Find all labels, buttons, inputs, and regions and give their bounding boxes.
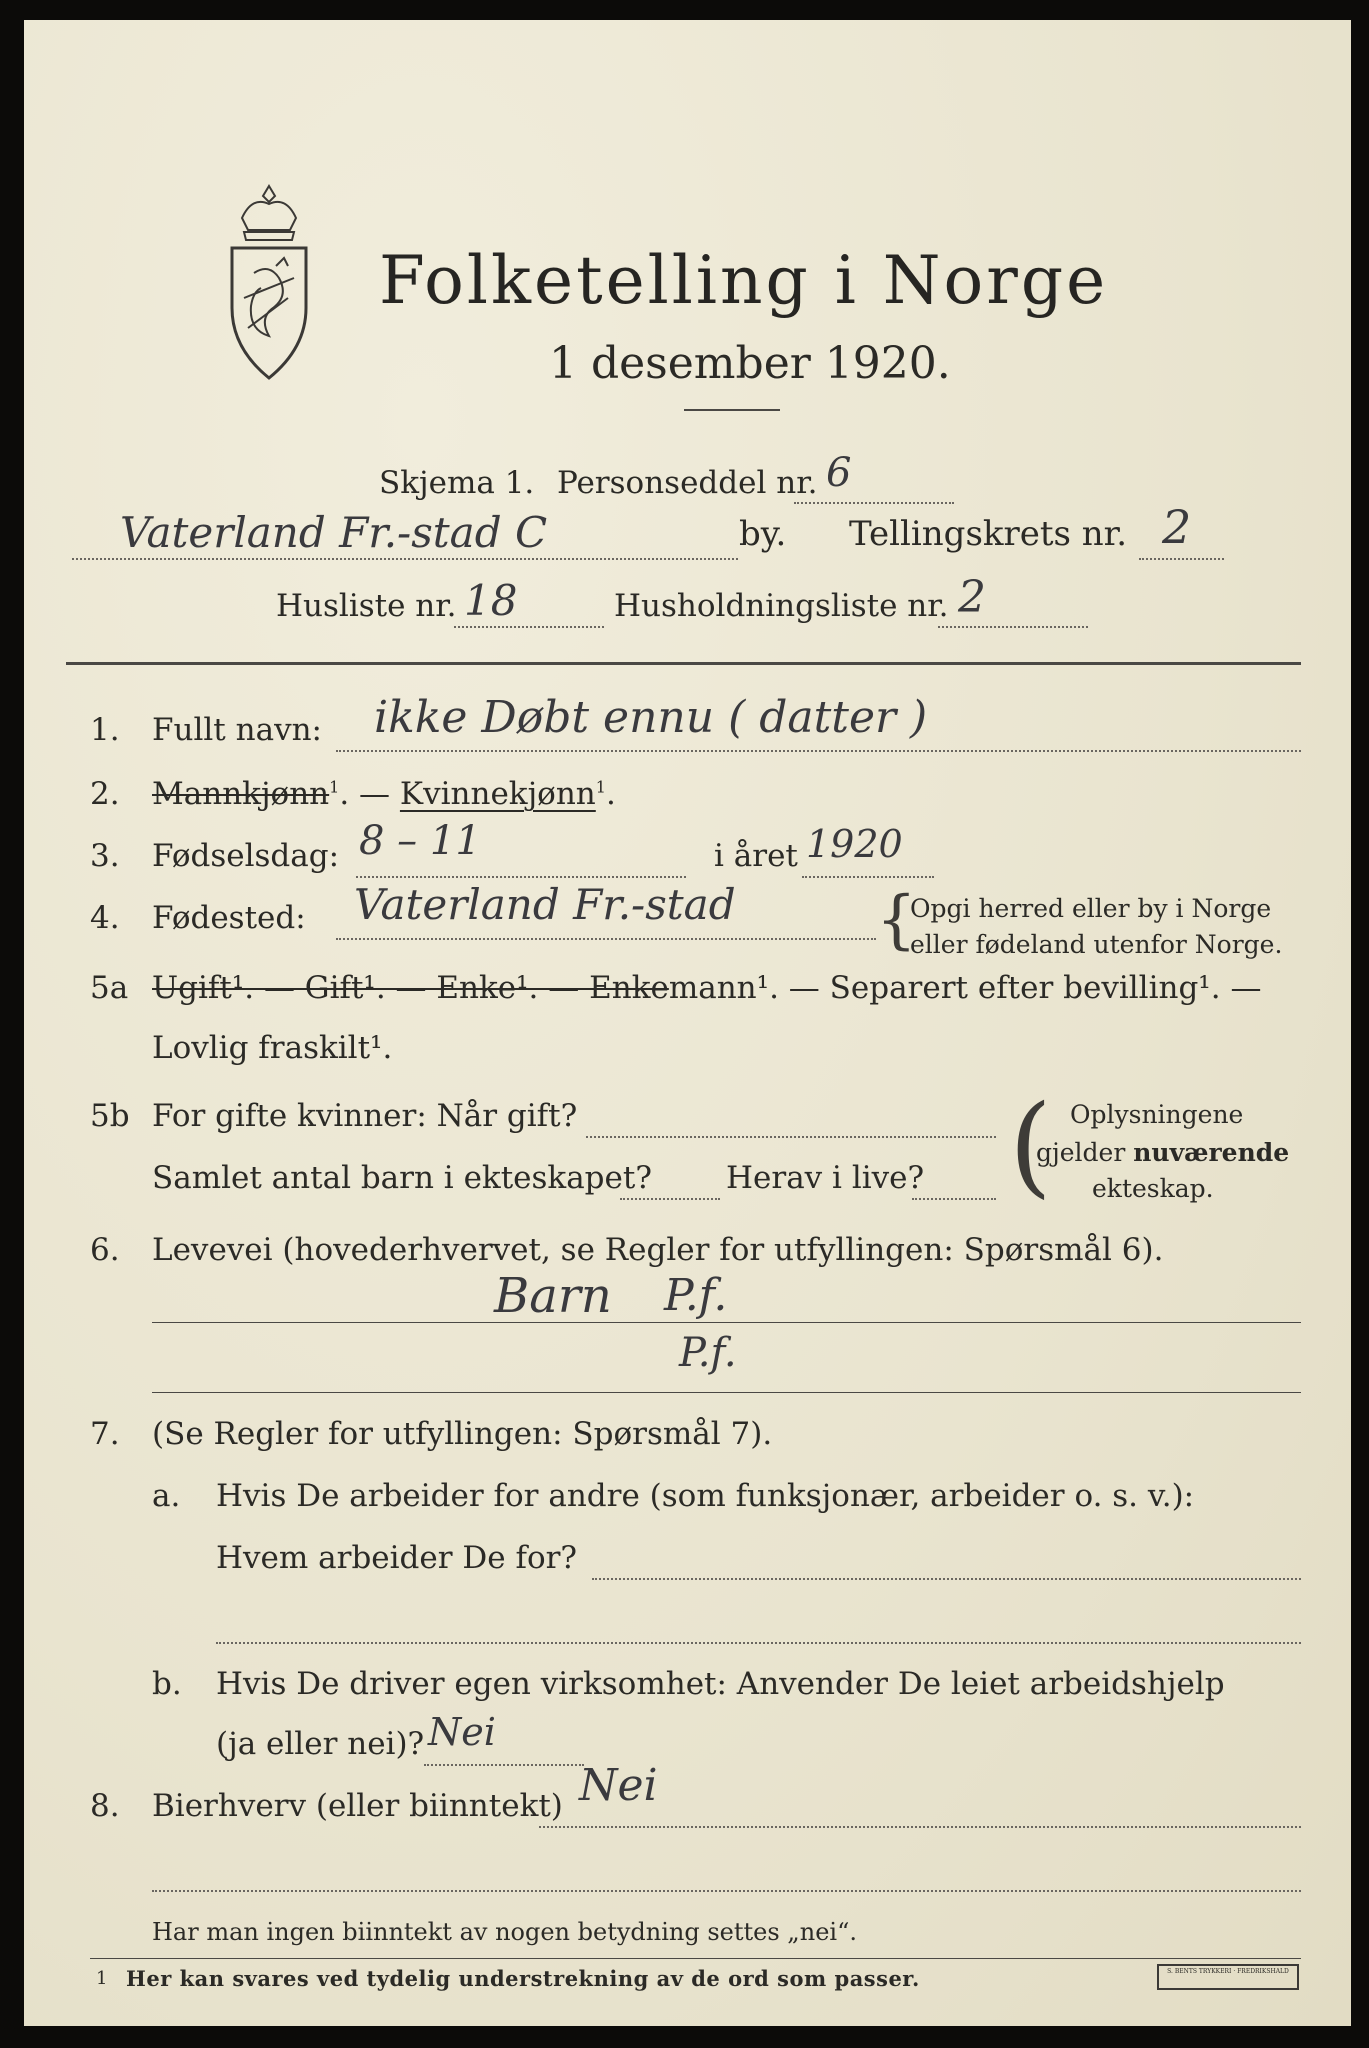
census-form [24,20,1351,2026]
q5b-number: 5b [90,1098,130,1134]
q6-mark2: P.f. [679,1330,737,1376]
q3-value: 8 – 11 [359,818,481,864]
city-value: Vaterland Fr.-stad C [120,508,548,557]
q7a-question: Hvem arbeider De for? [216,1540,578,1576]
header-divider [66,662,1301,665]
q3-line [356,876,686,878]
q3-year-label: i året [714,838,798,874]
q8-value: Nei [579,1760,658,1811]
q2-number: 2. [90,776,120,812]
q7a-letter: a. [152,1478,181,1514]
q2-female-sup: 1 [595,777,606,797]
census-date: 1 desember 1920. [549,338,951,389]
q7b-value: Nei [428,1710,496,1754]
q7-number: 7. [90,1416,120,1452]
by-label: by. [739,514,787,554]
q5b-line3 [912,1198,996,1200]
coat-of-arms-icon [214,178,324,388]
q8-line1 [539,1826,1301,1828]
q2-end: . [605,776,616,812]
q7b-question: (ja eller nei)? [216,1726,425,1762]
q2-female-option: Kvinnekjønn [399,776,596,812]
q8-number: 8. [90,1788,120,1824]
q5b-note2b: nuværende [1133,1138,1290,1167]
printer-stamp-text: S. BENTS TRYKKERI · FREDRIKSHALD [1167,1968,1289,1975]
q7b-text: Hvis De driver egen virksomhet: Anvender De leiet arbeidshjelp [216,1666,1225,1702]
page-title: Folketelling i Norge [379,242,1109,319]
q3-number: 3. [90,838,120,874]
q1-number: 1. [90,712,120,748]
q6-value: Barn [494,1268,612,1324]
q3-year-line [802,876,934,878]
q5b-brace-left: ( [1009,1081,1052,1209]
q5b-label2: Samlet antal barn i ekteskapet? [152,1160,652,1196]
q6-label: Levevei (hovederhvervet, se Regler for utfyllingen: Spørsmål 6). [152,1232,1164,1268]
personseddel-line [794,502,954,504]
footnote-number: 1 [96,1968,108,1989]
husliste-line [454,626,604,628]
husliste-value: 18 [464,576,518,625]
q1-label: Fullt navn: [152,712,322,748]
q4-value: Vaterland Fr.-stad [354,880,736,929]
q3-year-value: 1920 [806,822,903,866]
q4-brace: { [876,883,917,957]
q5b-line2 [620,1198,720,1200]
footer-note: Har man ingen biinntekt av nogen betydning settes „nei“. [152,1918,857,1946]
q6-mark1: P.f. [664,1270,728,1321]
q6-number: 6. [90,1232,120,1268]
q5b-note3: ekteskap. [1092,1174,1214,1203]
q7b-line [424,1764,584,1766]
q6-line1 [152,1322,1301,1323]
q8-label: Bierhverv (eller biinntekt) [152,1788,563,1824]
q5a-remaining-options: mann¹. — Separert efter bevilling¹. — [668,970,1262,1006]
tellingskrets-value: 2 [1162,500,1192,554]
q5a-number: 5a [90,970,129,1006]
q5b-note2a: gjelder [1036,1138,1134,1167]
city-line [72,558,738,560]
husholdning-value: 2 [958,572,986,623]
personseddel-label: Personseddel nr. [557,465,818,501]
q6-line2 [152,1392,1301,1393]
tellingskrets-line [1139,558,1224,560]
footer-rule [90,1958,1301,1959]
husholdning-label: Husholdningsliste nr. [614,588,949,624]
q8-line2 [152,1890,1301,1892]
q1-value: ikke Døbt ennu ( datter ) [374,692,928,743]
q2-separator: . — [339,776,391,812]
q7-label: (Se Regler for utfyllingen: Spørsmål 7). [152,1416,773,1452]
q2-options [152,776,616,812]
q4-note-line2: eller fødeland utenfor Norge. [910,930,1283,959]
printer-stamp [1157,1964,1299,1990]
q5b-label1: For gifte kvinner: Når gift? [152,1098,578,1134]
q5b-label3: Herav i live? [726,1160,925,1196]
q5b-note2 [1036,1138,1289,1167]
q5a-options [152,970,1261,1006]
husholdning-line [938,626,1088,628]
tellingskrets-label: Tellingskrets nr. [849,514,1128,554]
q7a-line1 [592,1578,1301,1580]
q1-line [336,750,1301,752]
title-rule [684,409,780,411]
q2-male-option: Mannkjønn [152,776,330,812]
q7a-line2 [216,1642,1301,1644]
q4-number: 4. [90,900,120,936]
q4-label: Fødested: [152,900,306,936]
skjema-label: Skjema 1. [379,465,535,501]
q4-line [336,938,876,940]
footnote-text: Her kan svares ved tydelig understrekning av de ord som passer. [126,1966,920,1991]
husliste-label: Husliste nr. [276,588,457,624]
q3-label: Fødselsdag: [152,838,340,874]
q5a-line2: Lovlig fraskilt¹. [152,1030,393,1066]
q4-note-line1: Opgi herred eller by i Norge [910,894,1272,923]
q5b-line1 [586,1136,996,1138]
q5b-note1: Oplysningene [1070,1100,1244,1129]
q2-male-sup: 1 [329,777,340,797]
q7b-letter: b. [152,1666,182,1702]
q5a-struck-options: Ugift¹. — Gift¹. — Enke¹. — Enke [152,970,669,1006]
personseddel-value: 6 [826,450,852,496]
q7a-text: Hvis De arbeider for andre (som funksjonær, arbeider o. s. v.): [216,1478,1195,1514]
